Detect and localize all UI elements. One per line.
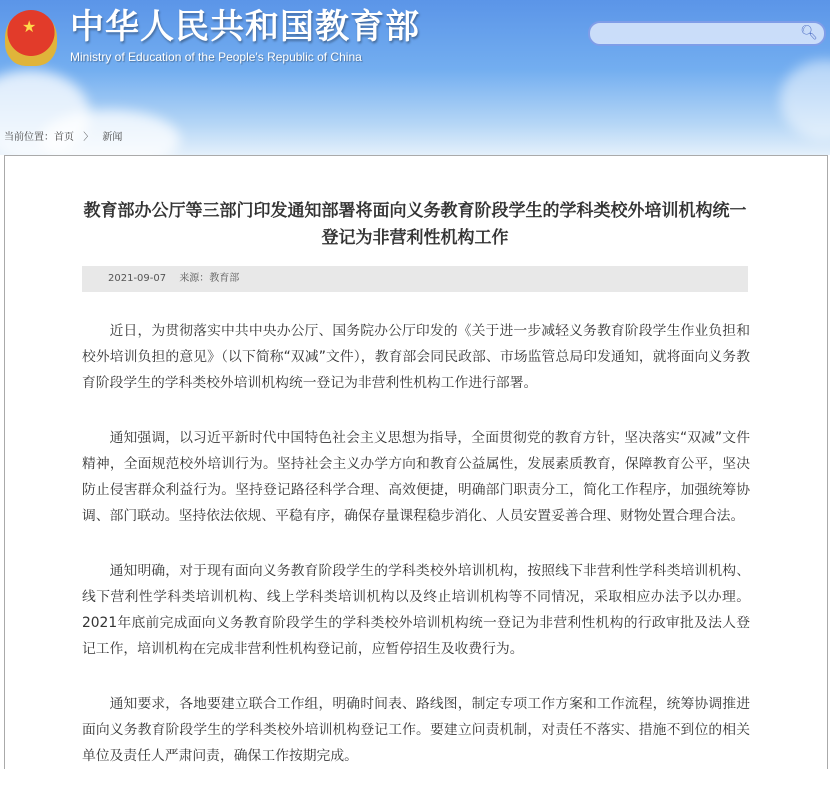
article-paragraph: 通知要求，各地要建立联合工作组，明确时间表、路线图，制定专项工作方案和工作流程，统筹协调推进面向义务教育阶段学生的学科类校外培训机构登记工作。要建立问责机制，对责任不落实、措施不到位的相关单位及责任人严肃问责，确保工作按期完成。 <box>82 696 750 764</box>
site-title-cn[interactable]: 中华人民共和国教育部 <box>70 7 420 47</box>
search-box[interactable] <box>588 21 826 46</box>
article-paragraph: 通知明确，对于现有面向义务教育阶段学生的学科类校外培训机构，按照线下非营利性学科类培训机构、线下营利性学科类培训机构、线上学科类培训机构以及终止培训机构等不同情况，采取相应办法予以办理。2021年底前完成面向义务教育阶段学生的学科类校外培训机构统一登记为非营利性机构的行政审批及法人登记工作，培训机构在完成非营利性机构登记前，应暂停招生及收费行为。 <box>82 563 750 657</box>
breadcrumb-separator-icon: 〉 <box>83 132 94 143</box>
breadcrumb <box>4 131 128 145</box>
article-body <box>82 318 750 769</box>
article-title: 教育部办公厅等三部门印发通知部署将面向义务教育阶段学生的学科类校外培训机构统一登记为非营利性机构工作 <box>83 201 747 248</box>
site-title-en: Ministry of Education of the People's Republic of China <box>70 50 362 64</box>
search-input[interactable] <box>598 23 798 44</box>
article-container <box>4 155 828 769</box>
dandelion-decoration <box>780 60 830 140</box>
search-icon[interactable]: 🔍︎ <box>800 25 818 41</box>
article-date: 2021-09-07 <box>108 273 167 284</box>
article-meta <box>82 266 748 292</box>
breadcrumb-label: 当前位置： <box>4 132 54 143</box>
site-header <box>0 0 830 155</box>
breadcrumb-home-link[interactable]: 首页 <box>54 132 74 143</box>
article-paragraph: 近日，为贯彻落实中共中央办公厅、国务院办公厅印发的《关于进一步减轻义务教育阶段学生作业负担和校外培训负担的意见》（以下简称“双减”文件），教育部会同民政部、市场监管总局印发通知，就将面向义务教育阶段学生的学科类校外培训机构统一登记为非营利性机构工作进行部署。 <box>82 323 750 391</box>
article-source: 来源：教育部 <box>179 273 240 284</box>
site-titles <box>70 8 420 64</box>
national-emblem-logo[interactable]: ★ <box>5 10 57 66</box>
article-paragraph: 通知强调，以习近平新时代中国特色社会主义思想为指导，全面贯彻党的教育方针，坚决落实“双减”文件精神，全面规范校外培训行为。坚持社会主义办学方向和教育公益属性，发展素质教育，保障教育公平，坚决防止侵害群众利益行为。坚持登记路径科学合理、高效便捷，明确部门职责分工，简化工作程序，加强统筹协调、部门联动。坚持依法依规、平稳有序，确保存量课程稳步消化、人员安置妥善合理、财物处置合理合法。 <box>82 430 750 524</box>
breadcrumb-current-link[interactable]: 新闻 <box>102 132 123 143</box>
